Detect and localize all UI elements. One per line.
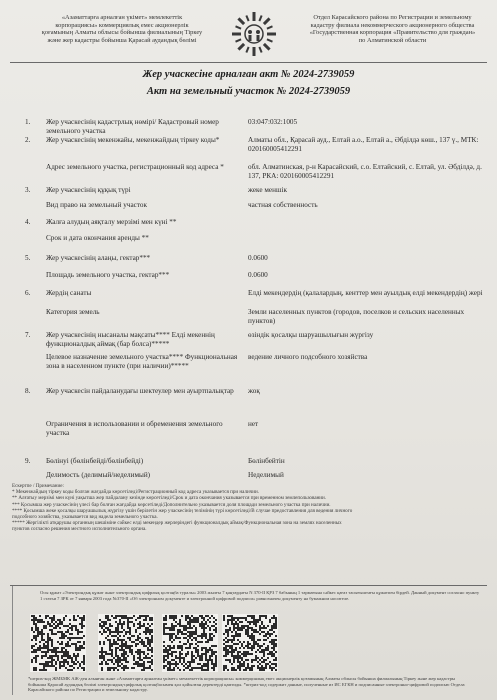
government-corporation-logo-icon (226, 8, 282, 58)
field-number: 9. (25, 457, 31, 465)
header-left-line: корпорациясы» коммерциялық емес акционерлік (55, 21, 189, 29)
field-label: Категория земель (46, 308, 100, 316)
field-number: 1. (25, 118, 31, 126)
field-label: Жер учаскесінің алаңы, гектар*** (46, 254, 151, 262)
header-right-line: по Алматинской области (358, 36, 427, 44)
qr-code-icon (162, 614, 218, 672)
field-value: обл. Алматинская, р-н Карасайский, с.о. Елтайский, с. Елтай, ул. Әбділдә, д. 137, РКА: 020160005412291 (248, 163, 482, 180)
field-number: 8. (25, 387, 31, 395)
field-value: ведение личного подсобного хозяйства (248, 353, 368, 361)
notes-section (12, 483, 482, 533)
field-number: 2. (25, 136, 31, 144)
note-line: **** Қосымша жеке қосалқы шаруашылық жүргізу үшін берілетін жер учаскесінің телімінің түрі көрсетіледі/В случае предоставления для ведения личного (12, 507, 353, 514)
field-value: Земли населенных пунктов (городов, поселков и сельских населенных пунктов) (248, 308, 465, 325)
note-line: ***** Жергілікті атқарушы органның шешіміне сәйкес елді мекендер жерлеріндегі функционалдық аймақ/Функциональная зона на землях населенных (12, 520, 342, 527)
field-value: Бөлінбейтін (248, 457, 285, 465)
field-label: Срок и дата окончания аренды ** (46, 234, 149, 242)
field-label: Жер учаскесінің құқық түрі (46, 186, 131, 194)
header-left-line: «Азаматтарға арналған үкімет» мемлекеттік (61, 14, 183, 21)
header-right-line: кадастру филиала некоммерческого акционерного общества (310, 21, 475, 29)
field-label: Вид право на земельный участок (46, 201, 147, 209)
note-line: подсобного хозяйства, указывается вид надела земельного участка. (12, 514, 158, 521)
field-label: Жер учаскесін пайдаланудағы шектеулер мен ауыртпалықтар (46, 387, 234, 395)
header-divider (10, 62, 487, 63)
barcode-footnote: *штрих-код ЖМБМК АЖ-ден алынған және «Азаматтарға арналған үкімет» мемлекеттік корпорациясы» коммерциялық емес акционерлік қоғамының Алматы облысы бойынша филиалының Тіркеу және жер кадастры бойынша Қарасай аудандық бөлімі электрондық-цифрлық қолтаңбасымен қол қойылған деректерді қамтиды. *штрих-код содержит данные, полученные из ИС ЕГКН и подписанные электронно-цифровой подписью Отдела Карасайского района по Регистрации и земельному кадастру. (28, 676, 465, 693)
field-label: Жер учаскесінің мекенжайы, мекенжайдың тіркеу коды* (46, 136, 220, 144)
field-number: 3. (25, 186, 31, 194)
header-right-line: Отдел Карасайского района по Регистрации и земельному (313, 14, 472, 21)
note-line: пунктов согласно решения местного исполнительного органа. (12, 526, 147, 533)
title-ru: Акт на земельный участок № 2024-2739059 (146, 86, 351, 97)
field-label: Жалға алудың аяқталу мерзімі мен күні ** (46, 218, 177, 226)
field-value: жеке меншік (248, 186, 287, 194)
qr-code-icon (30, 614, 86, 672)
field-value: частная собственность (248, 201, 318, 209)
field-value: Неделимый (248, 471, 284, 479)
note-line: ** Алғатыу мерзімі мен күні уақытша жер пайдалану кезінде көрсетіледі/Срок и дата окончания указывается при временном землепользовании. (12, 495, 327, 502)
field-value: өзіндік қосалқы шаруашылығын жүргізу (248, 331, 374, 339)
footer-box-left-edge (12, 585, 13, 695)
note-line: Ескертпе / Примечание: (12, 483, 64, 489)
field-value: 0.0600 (248, 254, 268, 262)
field-label: Жер учаскесінің нысаналы мақсаты**** Елді мекеннің функционалдық аймақ (бар болса)***** (46, 331, 215, 348)
note-line: *** Қосымша жер учаскесінің үлесі бар болған жағдайда көрсетіледі/Дополнительно указывается доля площади земельного участка при наличии. (12, 501, 331, 508)
footer-box-top (10, 585, 487, 586)
qr-code-icon (98, 614, 154, 672)
note-line: * Мекенжайдың тіркеу коды болған жағдайда көрсетіледі/Регистрационный код адреса указывается при наличии. (12, 489, 259, 496)
field-label: Целевое назначение земельного участка**** Функциональная зона в населенном пункте (при наличии)***** (46, 353, 238, 370)
field-value: 0.0600 (248, 271, 268, 279)
field-label: Ограничения в использовании и обременения земельного участка (46, 420, 223, 437)
field-value: Елді мекендердің (қалалардың, кенттер мен ауылдық елді мекендердің) жері (248, 289, 483, 297)
field-value: Алматы обл., Қарасай ауд., Елтай а.о., Елтай а., Әбділдә көш., 137 ү., МТК: 020160005412291 (248, 136, 479, 153)
field-number: 6. (25, 289, 31, 297)
header-left-line: және жер кадастры бойынша Қарасай аудандық бөлімі (47, 36, 197, 44)
field-label: Бөлінуі (бөлінбейді/бөлінбейді) (46, 457, 144, 465)
header-left-line: қоғамының Алматы облысы бойынша филиалының Тіркеу (41, 29, 203, 37)
field-label: Адрес земельного участка, регистрационный код адреса * (46, 163, 224, 171)
field-number: 7. (25, 331, 31, 339)
field-label: Делимость (делимый/неделимый) (46, 471, 151, 479)
field-label: Площадь земельного участка, гектар*** (46, 271, 170, 279)
field-value: нет (248, 420, 259, 428)
header-right (290, 14, 495, 44)
field-number: 4. (25, 218, 31, 226)
title-kz: Жер учаскесіне арналған акт № 2024-2739059 (142, 69, 355, 80)
field-label: Жердің санаты (46, 289, 92, 297)
field-value: жоқ (248, 387, 260, 395)
qr-code-icon (222, 614, 278, 672)
field-value: 03:047:032:1005 (248, 118, 298, 126)
legal-statement: Осы құжат «Электрондық құжат және электрондық цифрлық қолтаңба туралы» 2003 жылғы 7 қаңтардағы N 370-II ҚРЗ 7 бабының 1 тармағына сәйкес қағаз тасығыштағы құжатпен бірдей. Данный документ согласно пункту 1 статьи 7 ЗРК от 7 января 2003 года №370-II «Об электронном документе и электронной цифровой подписи» равнозначен документу на бумажном носителе. (40, 590, 480, 601)
field-label: Жер учаскесінің кадастрлық нөмірі/ Кадастровый номер земельного участка (46, 118, 219, 135)
field-number: 5. (25, 254, 31, 262)
header-left (22, 14, 222, 44)
header-right-line: «Государственная корпорация «Правительство для граждан» (309, 29, 476, 37)
